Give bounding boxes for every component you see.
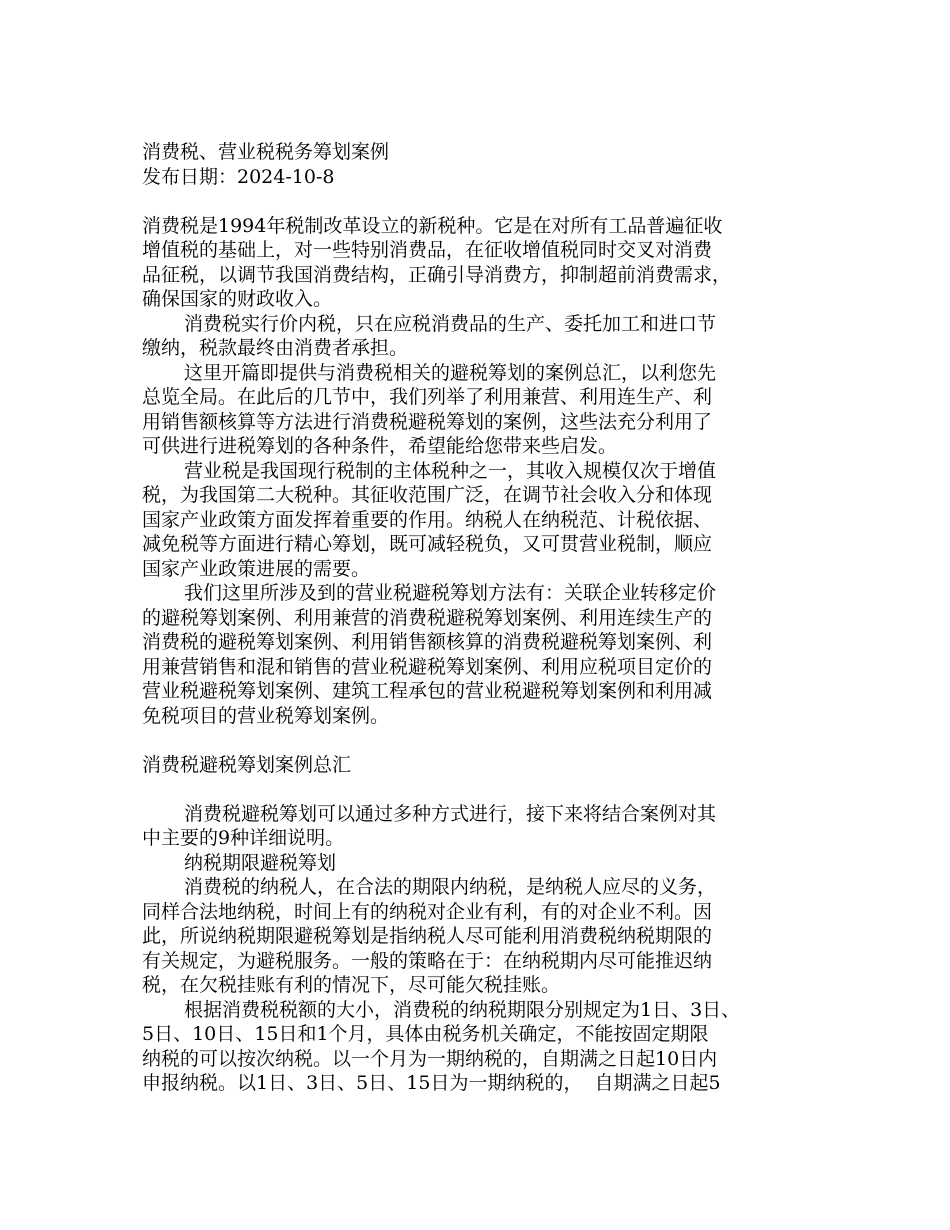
section-paragraph-1: [142, 802, 822, 851]
text-line: 这里开篇即提供与消费税相关的避税筹划的案例总汇，以利您先: [184, 361, 717, 384]
intro-paragraph-4: [142, 459, 822, 582]
text-line: 品征税，以调节我国消费结构，正确引导消费方，抑制超前消费需求，: [142, 263, 732, 286]
text-line: 中主要的9种详细说明。: [142, 827, 345, 849]
text-line: 5日、10日、15日和1个月，具体由税务机关确定，不能按固定期限: [142, 1023, 709, 1045]
text-line: 缴纳，税款最终由消费者承担。: [142, 337, 409, 359]
text-line: 有关规定，为避税服务。一般的策略在于：在纳税期内尽可能推迟纳: [142, 949, 713, 972]
text-line: 消费税避税筹划可以通过多种方式进行，接下来将结合案例对其: [184, 802, 717, 825]
text-line: 增值税的基础上，对一些特别消费品，在征收增值税同时交叉对消费: [142, 239, 713, 261]
text-line: 用销售额核算等方法进行消费税避税筹划的案例，这些法充分利用了: [142, 410, 713, 433]
text-line: 消费税的纳税人，在合法的期限内纳税，是纳税人应尽的义务，: [184, 876, 717, 898]
section-paragraph-2: [142, 875, 822, 998]
subsection-heading: 纳税期限避税筹划: [184, 851, 337, 874]
text-line: 消费税是1994年税制改革设立的新税种。它是在对所有工品普遍征收: [142, 214, 723, 237]
text-line: 国家产业政策方面发挥着重要的作用。纳税人在纳税范、计税依据、: [142, 508, 713, 531]
text-line: 我们这里所涉及到的营业税避税筹划方法有：关联企业转移定价: [184, 582, 717, 604]
text-line: 消费税实行价内税，只在应税消费品的生产、委托加工和进口节: [184, 312, 717, 335]
document-page: [142, 140, 822, 1096]
intro-paragraph-1: [142, 214, 822, 312]
text-line: 总览全局。在此后的几节中，我们列举了利用兼营、利用连生产、利: [142, 386, 713, 408]
text-line: 确保国家的财政收入。: [142, 288, 333, 310]
text-line: 纳税的可以按次纳税。以一个月为一期纳税的，自期满之日起10日内: [142, 1047, 718, 1070]
text-line: 税，为我国第二大税种。其征收范围广泛，在调节社会收入分和体现: [142, 484, 713, 506]
text-line: 申报纳税。以1日、3日、5日、15日为一期纳税的， 自期满之日起5: [142, 1072, 721, 1094]
text-line: 此，所说纳税期限避税筹划是指纳税人尽可能利用消费税纳税期限的: [142, 925, 713, 947]
text-line: 营业税避税筹划案例、建筑工程承包的营业税避税筹划案例和利用减: [142, 680, 713, 702]
text-line: 减免税等方面进行精心筹划，既可减轻税负，又可贯营业税制，顺应: [142, 533, 713, 555]
document-title: 消费税、营业税税务筹划案例: [142, 141, 390, 163]
section-paragraph-3: [142, 998, 822, 1096]
text-line: 国家产业政策进展的需要。: [142, 557, 371, 580]
section-heading: 消费税避税筹划案例总汇: [142, 753, 352, 776]
text-line: 同样合法地纳税，时间上有的纳税对企业有利，有的对企业不利。因: [142, 900, 713, 923]
text-line: 税，在欠税挂账有利的情况下，尽可能欠税挂账。: [142, 974, 561, 996]
text-line: 的避税筹划案例、利用兼营的消费税避税筹划案例、利用连续生产的: [142, 606, 713, 629]
intro-paragraph-3: [142, 361, 822, 459]
publish-date: 发布日期：2024-10-8: [142, 165, 335, 188]
text-line: 用兼营销售和混和销售的营业税避税筹划案例、利用应税项目定价的: [142, 655, 713, 678]
text-line: 根据消费税税额的大小，消费税的纳税期限分别规定为1日、3日、: [184, 998, 741, 1021]
text-line: 营业税是我国现行税制的主体税种之一，其收入规模仅次于增值: [184, 459, 717, 482]
intro-paragraph-2: [142, 312, 822, 361]
intro-paragraph-5: [142, 581, 822, 728]
text-line: 可供进行进税筹划的各种条件，希望能给您带来些启发。: [142, 435, 618, 457]
text-line: 消费税的避税筹划案例、利用销售额核算的消费税避税筹划案例、利: [142, 631, 713, 653]
text-line: 免税项目的营业税筹划案例。: [142, 704, 390, 727]
